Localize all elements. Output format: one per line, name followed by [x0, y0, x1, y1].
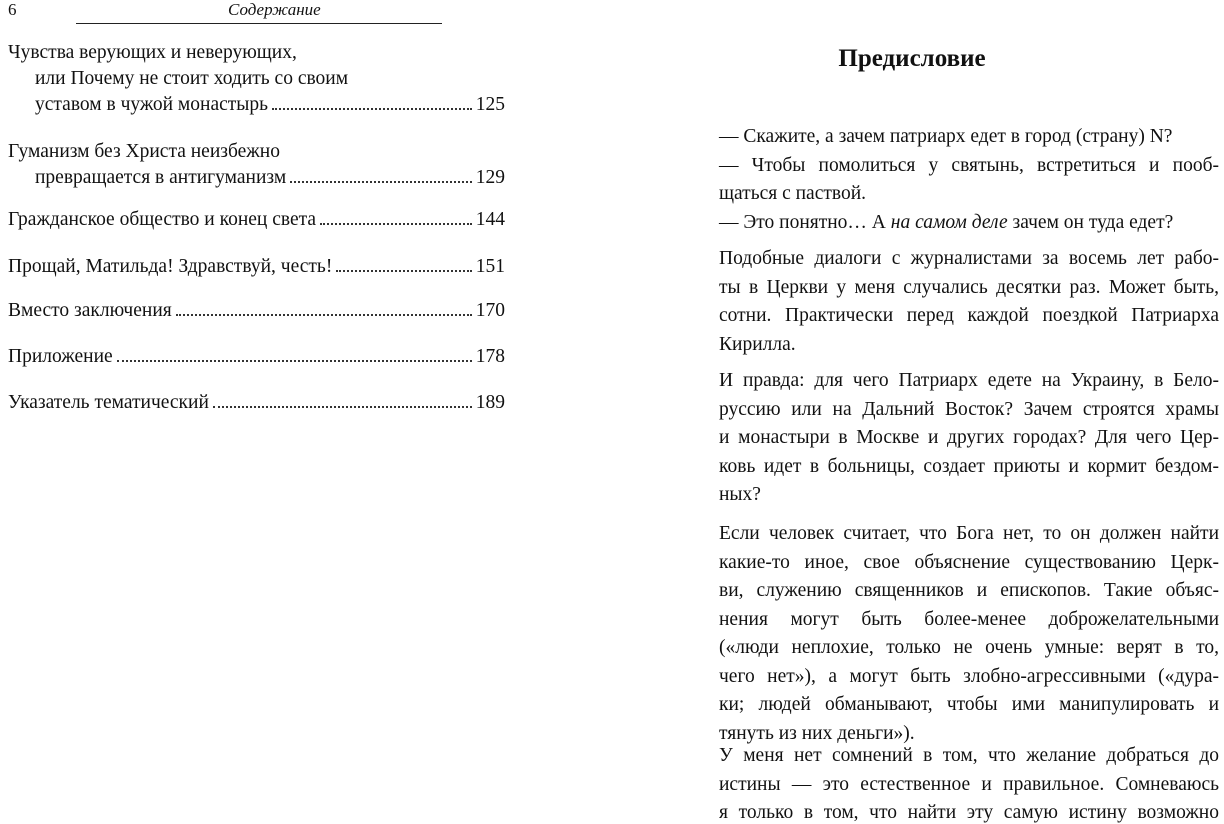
text-line: чего нет»), а могут быть злобно-агрессивными («дура-: [719, 665, 1219, 687]
dialogue-line: — Скажите, а зачем патриарх едет в город (страну) N?: [719, 126, 1173, 147]
toc-page-number: 170: [475, 300, 505, 321]
toc-page-number: 129: [475, 167, 505, 188]
toc-entry-title: превращается в антигуманизм: [35, 167, 287, 188]
dot-leader: [213, 406, 472, 408]
dialogue-text: — Это понятно… А: [719, 211, 891, 233]
left-page: [0, 0, 560, 824]
dialogue-line: щаться с паствой.: [719, 183, 867, 204]
toc-page-number: 144: [475, 209, 505, 230]
toc-page-number: 125: [475, 94, 505, 115]
text-line: ви, служению священников и епископов. Такие объяс-: [719, 580, 1219, 601]
toc-entry[interactable]: [8, 40, 505, 118]
right-page: [600, 0, 1224, 824]
toc-entry[interactable]: [8, 254, 505, 280]
text-line: Подобные диалоги с журналистами за восемь лет рабо-: [719, 248, 1219, 269]
dot-leader: [336, 270, 471, 272]
text-line: ки; людей обманывают, чтобы ими манипулировать и: [719, 694, 1219, 715]
text-line: ты в Церкви у меня случались десятки раз. Может быть,: [719, 276, 1219, 298]
toc-page-number: 189: [475, 392, 505, 413]
toc-entry-title: уставом в чужой монастырь: [35, 94, 269, 115]
header-rule: [76, 23, 442, 24]
dialogue: [719, 123, 1219, 237]
text-line: Кирилла.: [719, 333, 796, 355]
toc-entry[interactable]: [8, 344, 505, 370]
toc-entry[interactable]: [8, 298, 505, 324]
toc-entry-title: Прощай, Матильда! Здравствуй, честь!: [8, 256, 333, 277]
text-line: тянуть из них деньги»).: [719, 722, 915, 744]
text-line: руссию или на Дальний Восток? Зачем строятся храмы: [719, 398, 1219, 420]
toc-entry[interactable]: [8, 207, 505, 233]
dot-leader: [117, 360, 472, 362]
toc-entry-title: или Почему не стоит ходить со своим: [35, 68, 349, 89]
toc-page-number: 178: [475, 346, 505, 367]
text-line: У меня нет сомнений в том, что желание добраться до: [719, 745, 1219, 766]
text-line: какие-то иное, свое объяснение существованию Церк-: [719, 551, 1219, 573]
text-line: и монастыри в Москве и других городах? Для чего Цер-: [719, 427, 1219, 448]
paragraph: [719, 742, 1219, 824]
toc-page-number: 151: [475, 256, 505, 277]
toc-entry-title: Гражданское общество и конец света: [8, 209, 317, 230]
dot-leader: [320, 223, 472, 225]
page-number: 6: [8, 0, 17, 19]
text-line: ных?: [719, 484, 761, 505]
dot-leader: [272, 108, 472, 110]
running-head: Содержание: [228, 0, 321, 19]
paragraph: [719, 367, 1219, 510]
dialogue-text: зачем он туда едет?: [1007, 211, 1174, 233]
dot-leader: [290, 181, 472, 183]
text-line: истины — это естественное и правильное. Сомневаюсь: [719, 773, 1219, 795]
toc-entry[interactable]: [8, 139, 505, 191]
dialogue-line: [719, 209, 1219, 238]
paragraph: [719, 245, 1219, 359]
dialogue-line: — Чтобы помолиться у святынь, встретиться и пооб-: [719, 154, 1219, 176]
dot-leader: [176, 314, 472, 316]
text-line: я только в том, что найти эту самую истину возможно: [719, 802, 1219, 823]
text-line: («люди неплохие, только не очень умные: верят в то,: [719, 637, 1219, 658]
text-line: ковь идет в больницы, создает приюты и кормит бездом-: [719, 455, 1219, 477]
text-line: И правда: для чего Патриарх едете на Украину, в Бело-: [719, 370, 1219, 391]
paragraph: [719, 520, 1219, 748]
toc-entry-title: Указатель тематический: [8, 392, 209, 413]
toc-entry-title: Вместо заключения: [8, 300, 172, 321]
text-line: нения могут быть более-менее доброжелательными: [719, 608, 1219, 630]
text-line: Если человек считает, что Бога нет, то он должен найти: [719, 523, 1219, 544]
toc-entry-title: Приложение: [8, 346, 113, 367]
chapter-title: Предисловие: [838, 45, 986, 72]
text-line: сотни. Практически перед каждой поездкой Патриарха: [719, 305, 1219, 326]
toc-entry-title: Гуманизм без Христа неизбежно: [8, 141, 280, 162]
toc-entry-title: Чувства верующих и неверующих,: [8, 42, 297, 63]
toc-entry[interactable]: [8, 390, 505, 416]
dialogue-emphasis: на самом деле: [890, 211, 1008, 233]
